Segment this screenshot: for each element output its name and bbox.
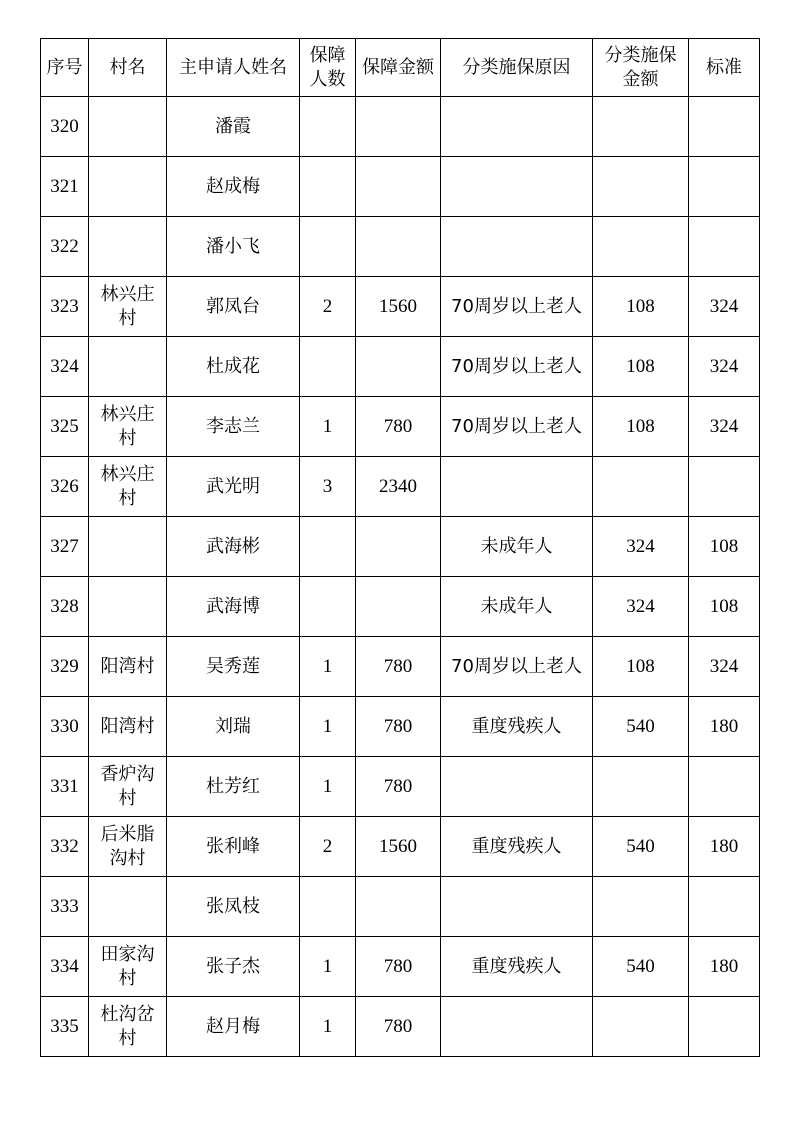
cell-amount: [356, 877, 441, 937]
cell-reason: [441, 877, 593, 937]
cell-class-amount: 108: [593, 277, 689, 337]
cell-amount: 780: [356, 937, 441, 997]
cell-applicant: 刘瑞: [167, 697, 300, 757]
cell-village: [89, 877, 167, 937]
header-persons: 保障人数: [300, 39, 356, 97]
cell-persons: [300, 337, 356, 397]
cell-persons: [300, 517, 356, 577]
cell-applicant: 赵成梅: [167, 157, 300, 217]
cell-standard: [689, 457, 760, 517]
cell-standard: 324: [689, 637, 760, 697]
cell-applicant: 潘小飞: [167, 217, 300, 277]
cell-amount: 1560: [356, 277, 441, 337]
cell-village: [89, 337, 167, 397]
cell-village: [89, 97, 167, 157]
cell-village: 后米脂沟村: [89, 817, 167, 877]
cell-standard: [689, 97, 760, 157]
cell-village: 阳湾村: [89, 697, 167, 757]
cell-applicant: 张子杰: [167, 937, 300, 997]
cell-village: 林兴庄村: [89, 457, 167, 517]
cell-standard: [689, 157, 760, 217]
cell-applicant: 武海博: [167, 577, 300, 637]
cell-applicant: 杜芳红: [167, 757, 300, 817]
table-row: [41, 157, 760, 217]
cell-applicant: 武海彬: [167, 517, 300, 577]
cell-standard: 108: [689, 577, 760, 637]
cell-seq: 333: [41, 877, 89, 937]
cell-class-amount: 540: [593, 937, 689, 997]
cell-persons: 2: [300, 817, 356, 877]
cell-persons: 3: [300, 457, 356, 517]
cell-amount: [356, 217, 441, 277]
cell-seq: 326: [41, 457, 89, 517]
cell-amount: [356, 517, 441, 577]
cell-village: 林兴庄村: [89, 397, 167, 457]
header-standard: 标准: [689, 39, 760, 97]
cell-applicant: 郭凤台: [167, 277, 300, 337]
cell-standard: [689, 997, 760, 1057]
cell-amount: 1560: [356, 817, 441, 877]
cell-village: [89, 217, 167, 277]
cell-reason: 重度残疾人: [441, 817, 593, 877]
cell-reason: 未成年人: [441, 517, 593, 577]
cell-seq: 328: [41, 577, 89, 637]
cell-amount: 780: [356, 637, 441, 697]
table-row: [41, 637, 760, 697]
cell-class-amount: 324: [593, 577, 689, 637]
cell-class-amount: 108: [593, 337, 689, 397]
cell-standard: 324: [689, 397, 760, 457]
cell-class-amount: [593, 457, 689, 517]
cell-class-amount: [593, 997, 689, 1057]
roster-table: [40, 38, 760, 1057]
cell-standard: [689, 877, 760, 937]
cell-amount: 2340: [356, 457, 441, 517]
cell-standard: [689, 757, 760, 817]
cell-amount: [356, 97, 441, 157]
table-body: [41, 97, 760, 1057]
table-row: [41, 817, 760, 877]
cell-reason: 70周岁以上老人: [441, 277, 593, 337]
cell-persons: [300, 577, 356, 637]
cell-village: 田家沟村: [89, 937, 167, 997]
cell-amount: [356, 337, 441, 397]
cell-seq: 331: [41, 757, 89, 817]
header-class-amount: 分类施保金额: [593, 39, 689, 97]
table-row: [41, 997, 760, 1057]
table-row: [41, 697, 760, 757]
table-row: [41, 577, 760, 637]
cell-seq: 324: [41, 337, 89, 397]
cell-standard: 180: [689, 937, 760, 997]
cell-seq: 332: [41, 817, 89, 877]
table-row: [41, 937, 760, 997]
cell-village: 香炉沟村: [89, 757, 167, 817]
header-reason: 分类施保原因: [441, 39, 593, 97]
cell-class-amount: 324: [593, 517, 689, 577]
cell-seq: 321: [41, 157, 89, 217]
cell-applicant: 赵月梅: [167, 997, 300, 1057]
cell-persons: [300, 217, 356, 277]
cell-standard: 324: [689, 277, 760, 337]
cell-reason: 70周岁以上老人: [441, 397, 593, 457]
cell-village: [89, 517, 167, 577]
header-amount: 保障金额: [356, 39, 441, 97]
cell-standard: 180: [689, 817, 760, 877]
cell-standard: 324: [689, 337, 760, 397]
cell-seq: 334: [41, 937, 89, 997]
cell-persons: [300, 877, 356, 937]
header-applicant: 主申请人姓名: [167, 39, 300, 97]
cell-applicant: 张利峰: [167, 817, 300, 877]
cell-seq: 323: [41, 277, 89, 337]
cell-class-amount: [593, 877, 689, 937]
cell-reason: [441, 97, 593, 157]
table-row: [41, 277, 760, 337]
cell-class-amount: [593, 217, 689, 277]
table-row: [41, 217, 760, 277]
cell-reason: [441, 997, 593, 1057]
header-seq: 序号: [41, 39, 89, 97]
table-row: [41, 337, 760, 397]
cell-reason: [441, 157, 593, 217]
table-row: [41, 757, 760, 817]
cell-persons: 1: [300, 757, 356, 817]
cell-amount: [356, 157, 441, 217]
cell-seq: 327: [41, 517, 89, 577]
cell-applicant: 杜成花: [167, 337, 300, 397]
cell-village: 林兴庄村: [89, 277, 167, 337]
cell-class-amount: [593, 97, 689, 157]
cell-persons: 1: [300, 997, 356, 1057]
cell-seq: 322: [41, 217, 89, 277]
cell-applicant: 李志兰: [167, 397, 300, 457]
cell-reason: 70周岁以上老人: [441, 337, 593, 397]
cell-standard: [689, 217, 760, 277]
cell-applicant: 吴秀莲: [167, 637, 300, 697]
cell-seq: 329: [41, 637, 89, 697]
cell-amount: 780: [356, 997, 441, 1057]
cell-class-amount: 540: [593, 817, 689, 877]
cell-amount: 780: [356, 697, 441, 757]
cell-class-amount: 108: [593, 397, 689, 457]
cell-village: 杜沟岔村: [89, 997, 167, 1057]
cell-village: [89, 157, 167, 217]
cell-persons: [300, 97, 356, 157]
cell-class-amount: [593, 757, 689, 817]
cell-seq: 325: [41, 397, 89, 457]
cell-reason: 未成年人: [441, 577, 593, 637]
cell-class-amount: [593, 157, 689, 217]
cell-persons: 1: [300, 937, 356, 997]
cell-village: 阳湾村: [89, 637, 167, 697]
cell-reason: 重度残疾人: [441, 937, 593, 997]
cell-class-amount: 540: [593, 697, 689, 757]
table-row: [41, 517, 760, 577]
cell-seq: 335: [41, 997, 89, 1057]
cell-persons: 2: [300, 277, 356, 337]
cell-applicant: 武光明: [167, 457, 300, 517]
header-village: 村名: [89, 39, 167, 97]
header-row: [41, 39, 760, 97]
cell-standard: 180: [689, 697, 760, 757]
cell-persons: [300, 157, 356, 217]
table-row: [41, 97, 760, 157]
cell-village: [89, 577, 167, 637]
cell-applicant: 张凤枝: [167, 877, 300, 937]
table-row: [41, 397, 760, 457]
cell-reason: [441, 757, 593, 817]
cell-reason: 重度残疾人: [441, 697, 593, 757]
cell-reason: [441, 217, 593, 277]
table-row: [41, 457, 760, 517]
cell-persons: 1: [300, 697, 356, 757]
cell-amount: 780: [356, 757, 441, 817]
cell-amount: [356, 577, 441, 637]
cell-persons: 1: [300, 637, 356, 697]
table-row: [41, 877, 760, 937]
cell-standard: 108: [689, 517, 760, 577]
cell-class-amount: 108: [593, 637, 689, 697]
cell-persons: 1: [300, 397, 356, 457]
cell-applicant: 潘霞: [167, 97, 300, 157]
cell-reason: [441, 457, 593, 517]
cell-amount: 780: [356, 397, 441, 457]
cell-seq: 320: [41, 97, 89, 157]
cell-reason: 70周岁以上老人: [441, 637, 593, 697]
cell-seq: 330: [41, 697, 89, 757]
